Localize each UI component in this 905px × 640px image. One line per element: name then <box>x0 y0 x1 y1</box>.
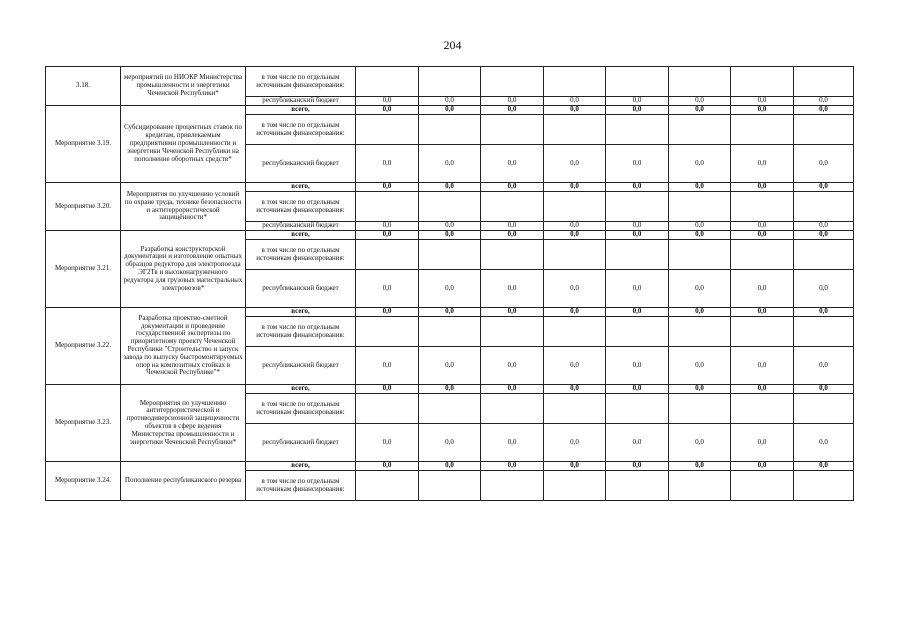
measure-number: Мероприятие 3.20. <box>46 183 121 231</box>
funding-source: республиканский бюджет <box>246 97 356 106</box>
amount-cell: 0,0 <box>544 97 606 106</box>
amount-cell: 0,0 <box>794 183 854 192</box>
amount-cell: 0,0 <box>481 385 544 394</box>
amount-cell: 0,0 <box>794 347 854 385</box>
table-row <box>46 183 854 192</box>
amount-cell <box>669 115 731 145</box>
amount-cell: 0,0 <box>544 270 606 308</box>
measure-name: Субсидирование процентных ставок по кредитам, привлекаемым предприятиями промышленности и энергетики Чеченской Республики на пополнение оборотных средств* <box>121 106 246 183</box>
amount-cell: 0,0 <box>356 222 419 231</box>
amount-cell <box>419 240 481 270</box>
amount-cell: 0,0 <box>794 97 854 106</box>
amount-cell: 0,0 <box>606 231 669 240</box>
amount-cell: 0,0 <box>356 462 419 471</box>
table-row <box>46 106 854 115</box>
amount-cell: 0,0 <box>606 462 669 471</box>
funding-source: республиканский бюджет <box>246 424 356 462</box>
amount-cell: 0,0 <box>731 106 794 115</box>
amount-cell: 0,0 <box>606 308 669 317</box>
amount-cell <box>606 115 669 145</box>
funding-source: в том числе по отдельным источникам финансирования: <box>246 192 356 222</box>
funding-source: в том числе по отдельным источникам финансирования: <box>246 471 356 501</box>
amount-cell <box>794 67 854 97</box>
amount-cell: 0,0 <box>419 231 481 240</box>
amount-cell: 0,0 <box>419 385 481 394</box>
amount-cell <box>794 317 854 347</box>
amount-cell <box>419 192 481 222</box>
funding-source: в том числе по отдельным источникам финансирования: <box>246 240 356 270</box>
amount-cell <box>419 317 481 347</box>
amount-cell: 0,0 <box>731 462 794 471</box>
amount-cell <box>481 115 544 145</box>
amount-cell: 0,0 <box>731 222 794 231</box>
amount-cell: 0,0 <box>794 308 854 317</box>
amount-cell: 0,0 <box>481 183 544 192</box>
amount-cell: 0,0 <box>544 424 606 462</box>
amount-cell: 0,0 <box>481 145 544 183</box>
amount-cell <box>794 240 854 270</box>
measure-name: Разработка конструкторской документации и изготовление опытных образцов редуктора для электропоезда ЭГ2Тв и высоконагруженного редуктора для грузовых магистральных электровозов* <box>121 231 246 308</box>
amount-cell: 0,0 <box>794 145 854 183</box>
amount-cell <box>544 115 606 145</box>
amount-cell <box>731 192 794 222</box>
amount-cell <box>731 67 794 97</box>
amount-cell: 0,0 <box>356 231 419 240</box>
funding-source: всего, <box>246 106 356 115</box>
amount-cell: 0,0 <box>669 231 731 240</box>
amount-cell <box>481 240 544 270</box>
amount-cell: 0,0 <box>669 308 731 317</box>
amount-cell: 0,0 <box>606 106 669 115</box>
amount-cell <box>544 240 606 270</box>
amount-cell: 0,0 <box>481 222 544 231</box>
amount-cell <box>544 192 606 222</box>
amount-cell: 0,0 <box>606 270 669 308</box>
funding-source: всего, <box>246 385 356 394</box>
amount-cell <box>669 192 731 222</box>
measure-name: Пополнение республиканского резерва <box>121 462 246 501</box>
amount-cell: 0,0 <box>356 424 419 462</box>
amount-cell: 0,0 <box>356 270 419 308</box>
amount-cell <box>794 192 854 222</box>
measure-number: Мероприятие 3.23. <box>46 385 121 462</box>
amount-cell <box>731 240 794 270</box>
amount-cell: 0,0 <box>731 385 794 394</box>
amount-cell: 0,0 <box>481 231 544 240</box>
funding-source: в том числе по отдельным источникам финансирования: <box>246 67 356 97</box>
funding-source: всего, <box>246 231 356 240</box>
amount-cell <box>356 317 419 347</box>
amount-cell: 0,0 <box>544 462 606 471</box>
amount-cell <box>481 192 544 222</box>
amount-cell: 0,0 <box>794 462 854 471</box>
amount-cell: 0,0 <box>731 270 794 308</box>
amount-cell: 0,0 <box>731 97 794 106</box>
amount-cell: 0,0 <box>544 385 606 394</box>
amount-cell <box>731 394 794 424</box>
measure-name: Разработка проектно-сметной документации и проведение государственной экспертизы по приоритетному проекту Чеченской Республики "Строительство и запуск завода по выпуску быстромонтируемых опор на композитных стойках в Чеченской Республике"* <box>121 308 246 385</box>
amount-cell: 0,0 <box>419 106 481 115</box>
table-row <box>46 385 854 394</box>
amount-cell <box>669 67 731 97</box>
amount-cell: 0,0 <box>669 385 731 394</box>
amount-cell: 0,0 <box>669 183 731 192</box>
amount-cell: 0,0 <box>794 424 854 462</box>
amount-cell: 0,0 <box>606 347 669 385</box>
amount-cell: 0,0 <box>794 222 854 231</box>
table-row <box>46 231 854 240</box>
amount-cell: 0,0 <box>669 424 731 462</box>
amount-cell <box>731 317 794 347</box>
funding-source: в том числе по отдельным источникам финансирования: <box>246 317 356 347</box>
amount-cell: 0,0 <box>356 145 419 183</box>
amount-cell <box>606 240 669 270</box>
amount-cell <box>606 317 669 347</box>
amount-cell: 0,0 <box>669 145 731 183</box>
amount-cell: 0,0 <box>481 462 544 471</box>
amount-cell: 0,0 <box>544 183 606 192</box>
amount-cell: 0,0 <box>731 424 794 462</box>
amount-cell: 0,0 <box>481 106 544 115</box>
table-row <box>46 462 854 471</box>
amount-cell <box>419 471 481 501</box>
amount-cell: 0,0 <box>419 270 481 308</box>
amount-cell: 0,0 <box>356 183 419 192</box>
amount-cell <box>356 192 419 222</box>
amount-cell <box>731 115 794 145</box>
amount-cell: 0,0 <box>606 385 669 394</box>
amount-cell: 0,0 <box>419 145 481 183</box>
amount-cell <box>356 67 419 97</box>
amount-cell: 0,0 <box>419 308 481 317</box>
measure-number: Мероприятие 3.21. <box>46 231 121 308</box>
amount-cell: 0,0 <box>481 308 544 317</box>
amount-cell: 0,0 <box>606 97 669 106</box>
funding-source: всего, <box>246 183 356 192</box>
amount-cell: 0,0 <box>419 347 481 385</box>
amount-cell: 0,0 <box>794 385 854 394</box>
amount-cell: 0,0 <box>419 462 481 471</box>
amount-cell: 0,0 <box>731 231 794 240</box>
measure-number: Мероприятие 3.22. <box>46 308 121 385</box>
amount-cell: 0,0 <box>356 97 419 106</box>
amount-cell: 0,0 <box>669 106 731 115</box>
amount-cell <box>794 115 854 145</box>
amount-cell: 0,0 <box>544 231 606 240</box>
amount-cell: 0,0 <box>419 222 481 231</box>
amount-cell: 0,0 <box>356 385 419 394</box>
amount-cell: 0,0 <box>669 462 731 471</box>
amount-cell <box>794 471 854 501</box>
funding-source: в том числе по отдельным источникам финансирования: <box>246 115 356 145</box>
amount-cell: 0,0 <box>731 145 794 183</box>
amount-cell <box>419 394 481 424</box>
amount-cell: 0,0 <box>544 308 606 317</box>
amount-cell: 0,0 <box>419 97 481 106</box>
funding-source: республиканский бюджет <box>246 222 356 231</box>
measure-number: Мероприятие 3.19. <box>46 106 121 183</box>
amount-cell: 0,0 <box>669 222 731 231</box>
amount-cell: 0,0 <box>731 308 794 317</box>
amount-cell <box>356 240 419 270</box>
amount-cell: 0,0 <box>481 97 544 106</box>
amount-cell <box>356 394 419 424</box>
measure-name: Мероприятия по улучшению условий по охране труда, технике безопасности и антитеррористической защищённости* <box>121 183 246 231</box>
amount-cell <box>544 67 606 97</box>
amount-cell: 0,0 <box>544 222 606 231</box>
amount-cell <box>481 394 544 424</box>
amount-cell: 0,0 <box>356 308 419 317</box>
amount-cell <box>606 471 669 501</box>
amount-cell <box>669 471 731 501</box>
amount-cell <box>544 317 606 347</box>
amount-cell: 0,0 <box>356 106 419 115</box>
amount-cell: 0,0 <box>606 183 669 192</box>
amount-cell: 0,0 <box>419 183 481 192</box>
amount-cell: 0,0 <box>794 231 854 240</box>
amount-cell: 0,0 <box>481 270 544 308</box>
table-row <box>46 308 854 317</box>
amount-cell <box>669 317 731 347</box>
amount-cell: 0,0 <box>544 145 606 183</box>
funding-source: республиканский бюджет <box>246 270 356 308</box>
funding-source: в том числе по отдельным источникам финансирования: <box>246 394 356 424</box>
amount-cell: 0,0 <box>669 347 731 385</box>
amount-cell <box>419 67 481 97</box>
amount-cell <box>481 317 544 347</box>
amount-cell: 0,0 <box>481 347 544 385</box>
budget-table <box>45 66 854 501</box>
table-row <box>46 67 854 97</box>
amount-cell: 0,0 <box>356 347 419 385</box>
amount-cell: 0,0 <box>794 106 854 115</box>
amount-cell: 0,0 <box>731 347 794 385</box>
amount-cell: 0,0 <box>606 222 669 231</box>
funding-source: всего, <box>246 462 356 471</box>
amount-cell <box>356 115 419 145</box>
measure-number: 3.18. <box>46 67 121 106</box>
funding-source: республиканский бюджет <box>246 145 356 183</box>
funding-source: республиканский бюджет <box>246 347 356 385</box>
amount-cell: 0,0 <box>669 270 731 308</box>
amount-cell <box>481 471 544 501</box>
measure-number: Мероприятие 3.24. <box>46 462 121 501</box>
amount-cell: 0,0 <box>794 270 854 308</box>
amount-cell: 0,0 <box>669 97 731 106</box>
amount-cell <box>669 240 731 270</box>
amount-cell <box>481 67 544 97</box>
amount-cell <box>356 471 419 501</box>
amount-cell <box>544 394 606 424</box>
amount-cell: 0,0 <box>606 424 669 462</box>
amount-cell: 0,0 <box>731 183 794 192</box>
amount-cell <box>606 67 669 97</box>
amount-cell <box>606 394 669 424</box>
amount-cell: 0,0 <box>606 145 669 183</box>
measure-name: мероприятий по НИОКР Министерства промышленности и энергетики Чеченской Республики* <box>121 67 246 106</box>
amount-cell <box>544 471 606 501</box>
measure-name: Мероприятия по улучшению антитеррористической и противодиверсионной защищенности объектов в сфере ведения Министерства промышленности и энергетики Чеченской Республики* <box>121 385 246 462</box>
amount-cell: 0,0 <box>544 106 606 115</box>
amount-cell <box>794 394 854 424</box>
amount-cell: 0,0 <box>481 424 544 462</box>
amount-cell: 0,0 <box>419 424 481 462</box>
amount-cell <box>731 471 794 501</box>
amount-cell <box>606 192 669 222</box>
page-number: 204 <box>443 38 462 52</box>
amount-cell <box>669 394 731 424</box>
amount-cell: 0,0 <box>544 347 606 385</box>
funding-source: всего, <box>246 308 356 317</box>
amount-cell <box>419 115 481 145</box>
